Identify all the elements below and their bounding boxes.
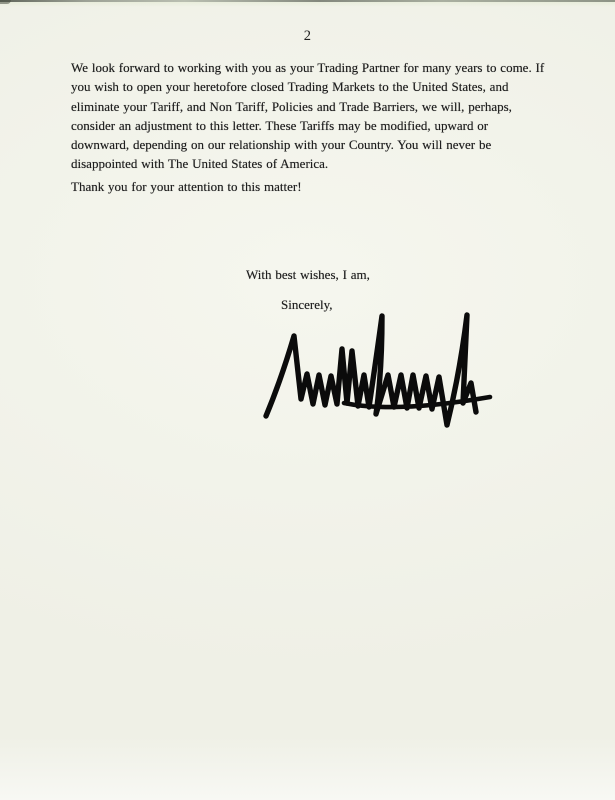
page-number: 2 <box>303 28 312 44</box>
scan-edge-artifact <box>0 0 615 2</box>
letter-paragraph <box>71 58 571 174</box>
signoff-line: Sincerely, <box>281 297 333 312</box>
paragraph-line: We look forward to working with you as your Trading Partner for many years to come. If <box>71 60 545 75</box>
thanks-line: Thank you for your attention to this matter! <box>71 179 302 194</box>
paragraph-line: you wish to open your heretofore closed Trading Markets to the United States, and <box>71 79 509 95</box>
paragraph-line: downward, depending on our relationship with your Country. You will never be <box>71 137 492 153</box>
trump-signature-icon <box>253 302 498 447</box>
scan-corner-artifact <box>0 0 11 4</box>
paragraph-line: disappointed with The United States of America. <box>71 156 329 172</box>
paragraph-line: consider an adjustment to this letter. These Tariffs may be modified, upward or <box>71 117 489 133</box>
valediction-line: With best wishes, I am, <box>246 267 370 282</box>
paragraph-line: eliminate your Tariff, and Non Tariff, Policies and Trade Barriers, we will, perhaps, <box>71 98 512 114</box>
